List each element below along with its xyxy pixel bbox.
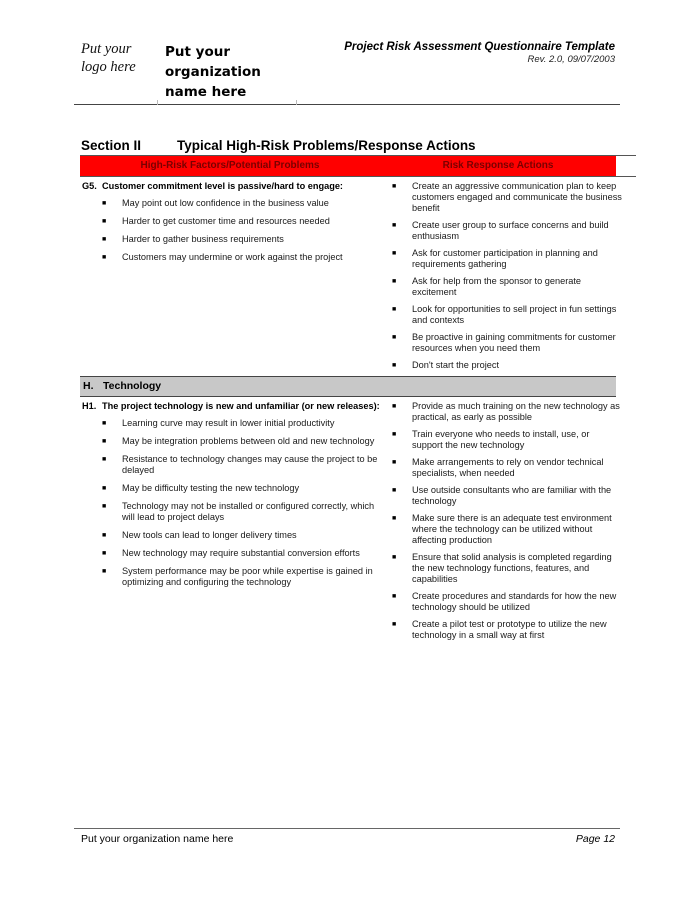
header-divider — [74, 104, 620, 105]
list-item: ■ Ensure that solid analysis is completed regarding the new technology functions, features, and capabilities — [392, 552, 612, 584]
list-item: ■ Make arrangements to rely on vendor technical specialists, when needed — [392, 457, 604, 478]
column-header-actions: Risk Response Actions — [442, 160, 554, 171]
list-item: ■ Use outside consultants who are familiar with the technology — [392, 485, 612, 506]
list-item: ■ Learning curve may result in lower initial productivity — [102, 418, 335, 428]
bullet-icon: ■ — [392, 593, 397, 600]
risk-item-title: The project technology is new and unfamiliar (or new releases): — [102, 401, 380, 411]
h1-actions-list — [392, 401, 622, 641]
risk-item-h1-heading — [82, 401, 380, 412]
revision-label: Rev. 2.0, 09/07/2003 — [527, 54, 615, 65]
list-item: ■ Make sure there is an adequate test environment where the technology can be utilized without affecting production — [392, 513, 612, 545]
risk-item-code: G5. — [82, 181, 97, 191]
bullet-icon: ■ — [102, 532, 107, 539]
section-number: Section II — [81, 138, 142, 153]
list-item: ■ Train everyone who needs to install, use, or support the new technology — [392, 429, 590, 450]
list-item: ■ New tools can lead to longer delivery times — [102, 530, 297, 540]
list-item: ■ Create procedures and standards for how the new technology should be utilized — [392, 591, 617, 612]
list-item: ■ System performance may be poor while expertise is gained in optimizing and configuring the technology — [102, 566, 373, 587]
header-column-tick — [157, 100, 158, 105]
table-header-spacer — [616, 156, 636, 176]
list-item: ■ Look for opportunities to sell project in fun settings and contexts — [392, 304, 617, 325]
bullet-icon: ■ — [102, 236, 107, 243]
page-number: Page 12 — [575, 833, 615, 845]
table-header-border — [80, 176, 636, 177]
bullet-icon: ■ — [392, 250, 397, 257]
footer-divider — [74, 828, 620, 829]
bullet-icon: ■ — [102, 456, 107, 463]
bullet-icon: ■ — [102, 485, 107, 492]
list-item: ■ Harder to gather business requirements — [102, 234, 284, 244]
list-item: ■ Create an aggressive communication plan to keep customers engaged and communicate the business benefit — [392, 181, 622, 213]
h1-problems-list — [102, 418, 387, 588]
group-title: Technology — [103, 380, 162, 392]
bullet-icon: ■ — [102, 568, 107, 575]
bullet-icon: ■ — [392, 431, 397, 438]
list-item: ■ Ask for customer participation in planning and requirements gathering — [392, 248, 598, 269]
footer-organization-name: Put your organization name here — [81, 833, 234, 845]
bullet-icon: ■ — [392, 487, 397, 494]
list-item: ■ Provide as much training on the new technology as practical, as early as possible — [392, 401, 620, 422]
risk-item-g5-heading — [82, 181, 343, 192]
g5-problems-list — [102, 198, 387, 263]
list-item: ■ May be difficulty testing the new technology — [102, 483, 300, 493]
list-item: ■ Technology may not be installed or configured correctly, which will lead to project delays — [102, 501, 375, 522]
bullet-icon: ■ — [102, 550, 107, 557]
bullet-icon: ■ — [102, 438, 107, 445]
list-item: ■ May point out low confidence in the business value — [102, 198, 329, 208]
bullet-icon: ■ — [392, 222, 397, 229]
g5-actions-list — [392, 181, 622, 371]
bullet-icon: ■ — [392, 515, 397, 522]
list-item: ■ Create a pilot test or prototype to utilize the new technology in a small way at first — [392, 619, 607, 640]
risk-item-title: Customer commitment level is passive/hard to engage: — [102, 181, 343, 191]
bullet-icon: ■ — [102, 218, 107, 225]
list-item: ■ Create user group to surface concerns and build enthusiasm — [392, 220, 609, 241]
list-item: ■ Ask for help from the sponsor to generate excitement — [392, 276, 582, 297]
organization-name-placeholder: Put your organization name here — [165, 44, 261, 100]
bullet-icon: ■ — [392, 554, 397, 561]
bullet-icon: ■ — [102, 420, 107, 427]
list-item: ■ Customers may undermine or work against the project — [102, 252, 343, 262]
column-header-problems: High-Risk Factors/Potential Problems — [140, 160, 320, 171]
bullet-icon: ■ — [102, 254, 107, 261]
bullet-icon: ■ — [392, 362, 397, 369]
list-item: ■ Harder to get customer time and resources needed — [102, 216, 330, 226]
risk-item-code: H1. — [82, 401, 97, 411]
document-title: Project Risk Assessment Questionnaire Template — [344, 41, 615, 53]
bullet-icon: ■ — [392, 183, 397, 190]
logo-placeholder: Put your logo here — [81, 41, 136, 75]
bullet-icon: ■ — [392, 334, 397, 341]
bullet-icon: ■ — [102, 503, 107, 510]
list-item: ■ Be proactive in gaining commitments for customer resources when you need them — [392, 332, 616, 353]
bullet-icon: ■ — [392, 278, 397, 285]
list-item: ■ May be integration problems between old and new technology — [102, 436, 375, 446]
group-code: H. — [83, 380, 94, 392]
list-item: ■ Don't start the project — [392, 360, 500, 370]
bullet-icon: ■ — [392, 621, 397, 628]
bullet-icon: ■ — [392, 459, 397, 466]
list-item: ■ Resistance to technology changes may cause the project to be delayed — [102, 454, 378, 475]
bullet-icon: ■ — [102, 200, 107, 207]
bullet-icon: ■ — [392, 403, 397, 410]
bullet-icon: ■ — [392, 306, 397, 313]
header-column-tick — [296, 100, 297, 105]
list-item: ■ New technology may require substantial conversion efforts — [102, 548, 360, 558]
section-title: Typical High-Risk Problems/Response Actions — [177, 138, 476, 153]
